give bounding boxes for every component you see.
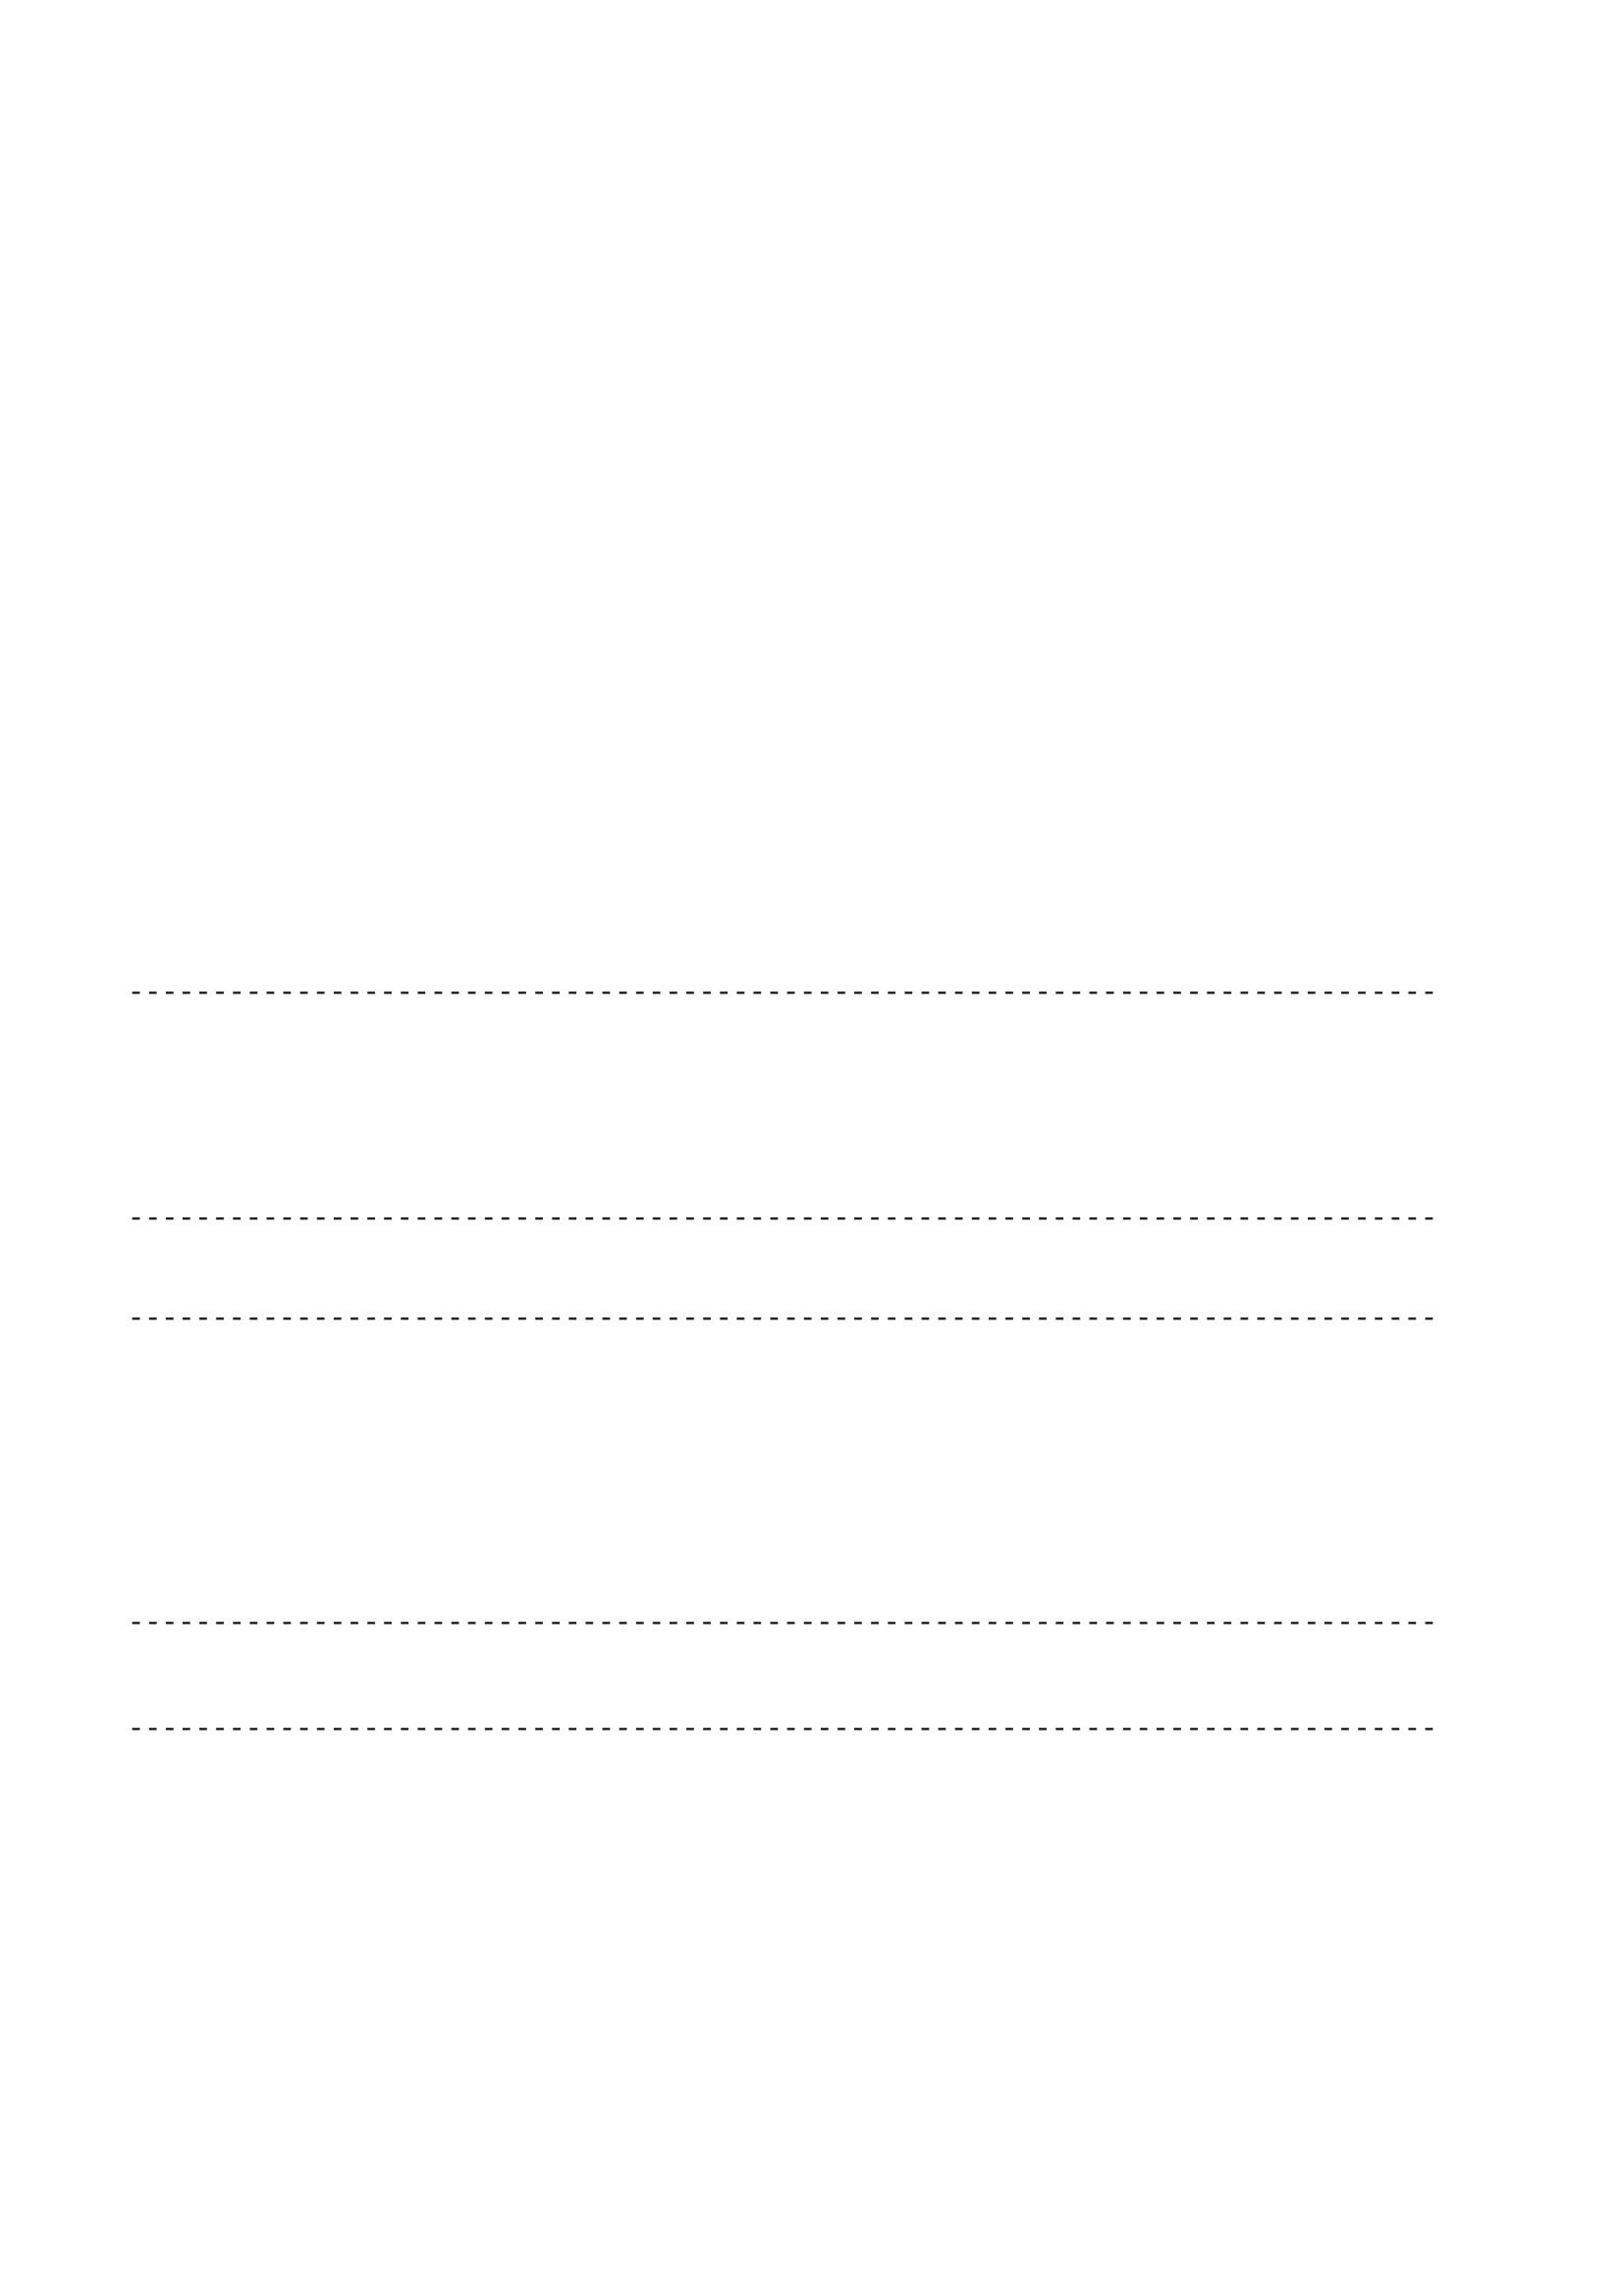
divider: ------------------------------------------------------------------------------: [128, 1205, 1438, 1234]
divider: ------------------------------------------------------------------------------: [128, 980, 1438, 1008]
divider: ------------------------------------------------------------------------------: [128, 1306, 1438, 1334]
divider: ------------------------------------------------------------------------------: [128, 1716, 1438, 1744]
divider: ------------------------------------------------------------------------------: [128, 1610, 1438, 1638]
